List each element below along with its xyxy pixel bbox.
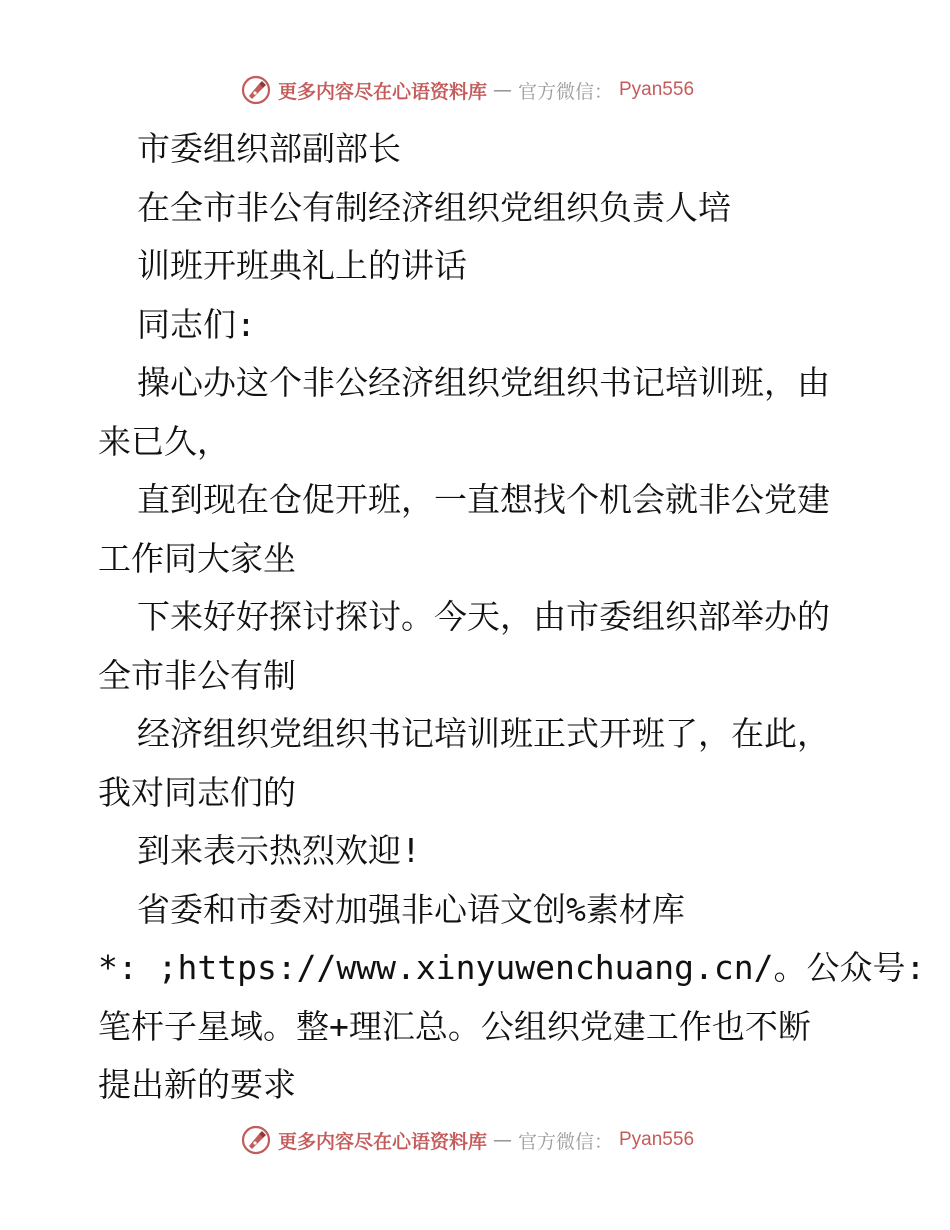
text-line: 提出新的要求: [98, 1065, 296, 1104]
watermark-content: [240, 1124, 694, 1156]
watermark-content: [240, 74, 694, 106]
watermark-wechat-id: Pyan556: [619, 79, 695, 100]
pen-nib-circle-icon: [240, 74, 272, 106]
text-line: 训班开班典礼上的讲话: [137, 246, 467, 285]
footer-watermark: [0, 1120, 950, 1160]
header-watermark: [0, 70, 950, 110]
text-line: 经济组织党组织书记培训班正式开班了，在此，: [137, 714, 830, 753]
text-line: 在全市非公有制经济组织党组织负责人培: [137, 187, 731, 227]
watermark-brand: 更多内容尽在心语资料库: [277, 1130, 487, 1153]
watermark-separator: —: [492, 79, 512, 101]
pen-nib-circle-icon: [240, 1124, 272, 1156]
text-line: 直到现在仓促开班，一直想找个机会就非公党建: [137, 480, 830, 519]
watermark-wechat-id: Pyan556: [619, 1129, 695, 1150]
text-line: 省委和市委对加强非心语文创%素材库: [137, 889, 685, 929]
text-line: 工作同大家坐: [98, 538, 296, 578]
text-line: 同志们:: [137, 304, 256, 344]
text-line: *: ;https://www.xinyuwenchuang.cn/。公众号:: [98, 948, 926, 987]
watermark-official-label: 官方微信：: [517, 80, 613, 103]
text-line: 来已久，: [98, 421, 230, 461]
text-line: 市委组织部副部长: [137, 129, 401, 168]
text-line: 操心办这个非公经济组织党组织书记培训班，由: [137, 363, 830, 402]
text-line: 到来表示热烈欢迎!: [137, 831, 421, 870]
text-line: 笔杆子星域。整+理汇总。公组织党建工作也不断: [98, 1006, 811, 1046]
text-line: 下来好好探讨探讨。今天，由市委组织部举办的: [137, 597, 830, 636]
text-line: 我对同志们的: [98, 772, 296, 812]
watermark-separator: —: [492, 1129, 512, 1151]
watermark-official-label: 官方微信：: [517, 1130, 613, 1153]
watermark-brand: 更多内容尽在心语资料库: [277, 80, 487, 103]
document-body: [98, 120, 926, 1115]
text-line: 全市非公有制: [98, 655, 296, 695]
